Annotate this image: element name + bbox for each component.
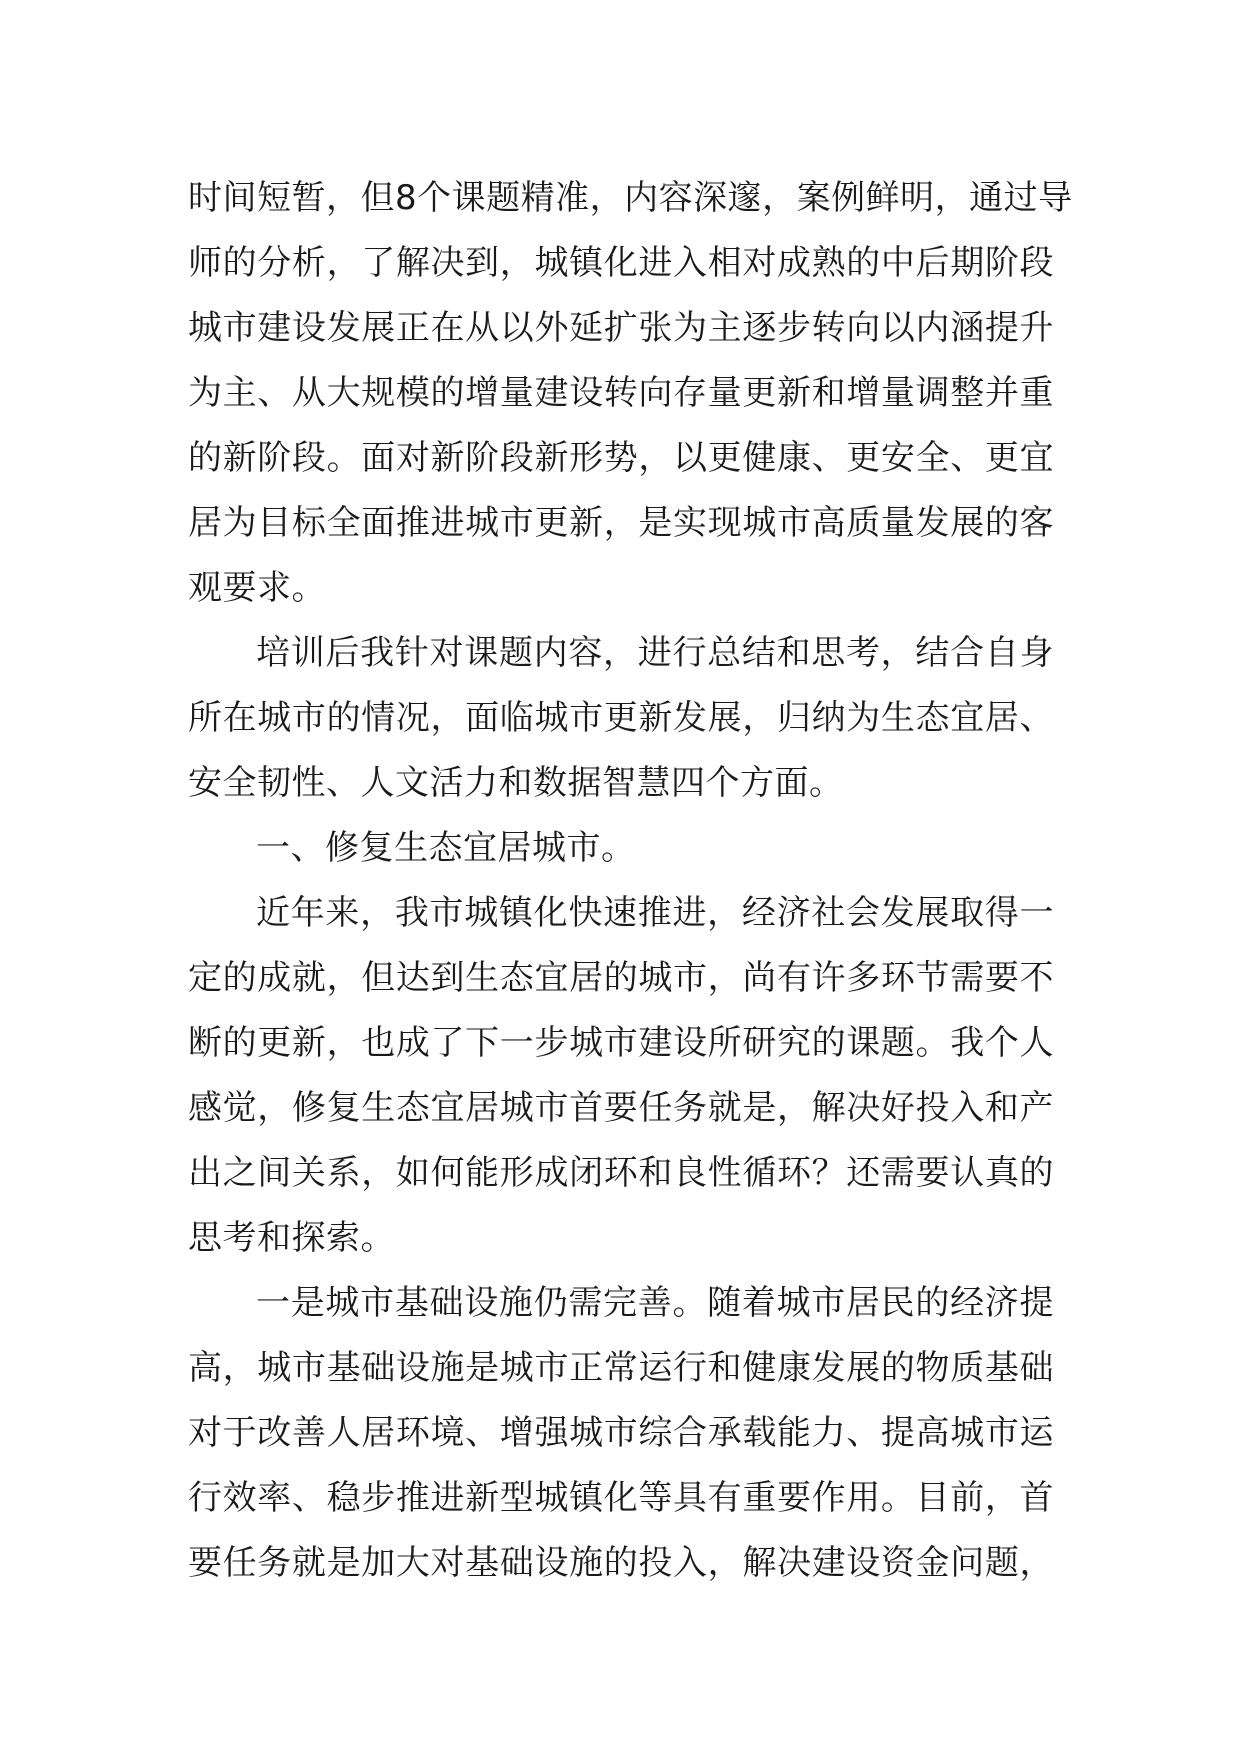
text-line: 居为目标全面推进城市更新，是实现城市高质量发展的客 — [188, 503, 1054, 543]
text-line: 培训后我针对课题内容，进行总结和思考，结合自身 — [256, 633, 1054, 673]
text-line: 城市建设发展正在从以外延扩张为主逐步转向以内涵提升 — [188, 308, 1054, 348]
text-line: 行效率、稳步推进新型城镇化等具有重要作用。目前，首 — [188, 1478, 1054, 1518]
text-line: 出之间关系，如何能形成闭环和良性循环？还需要认真的 — [188, 1153, 1054, 1193]
text-line: 断的更新，也成了下一步城市建设所研究的课题。我个人 — [188, 1023, 1054, 1063]
text-line: 观要求。 — [188, 568, 326, 608]
text-line: 高，城市基础设施是城市正常运行和健康发展的物质基础 — [188, 1348, 1054, 1388]
text-line: 为主、从大规模的增量建设转向存量更新和增量调整并重 — [188, 373, 1054, 413]
text-line: 近年来，我市城镇化快速推进，经济社会发展取得一 — [256, 893, 1054, 933]
text-line: 要任务就是加大对基础设施的投入，解决建设资金问题， — [188, 1543, 1054, 1583]
text-line: 安全韧性、人文活力和数据智慧四个方面。 — [188, 763, 844, 803]
text-line: 思考和探索。 — [188, 1218, 395, 1258]
body-text — [188, 166, 1073, 1596]
text-line: 一是城市基础设施仍需完善。随着城市居民的经济提 — [256, 1283, 1054, 1323]
text-line: 的新阶段。面对新阶段新形势，以更健康、更安全、更宜 — [188, 438, 1054, 478]
text-line: 感觉，修复生态宜居城市首要任务就是，解决好投入和产 — [188, 1088, 1054, 1128]
text-line: 所在城市的情况，面临城市更新发展，归纳为生态宜居、 — [188, 698, 1054, 738]
text-line: 定的成就，但达到生态宜居的城市，尚有许多环节需要不 — [188, 958, 1054, 998]
text-line: 时间短暂，但8个课题精准，内容深邃，案例鲜明，通过导 — [188, 178, 1073, 218]
text-line: 师的分析，了解决到，城镇化进入相对成熟的中后期阶段 — [188, 243, 1054, 283]
section-heading: 一、修复生态宜居城市。 — [256, 828, 636, 868]
text-line: 对于改善人居环境、增强城市综合承载能力、提高城市运 — [188, 1413, 1054, 1453]
